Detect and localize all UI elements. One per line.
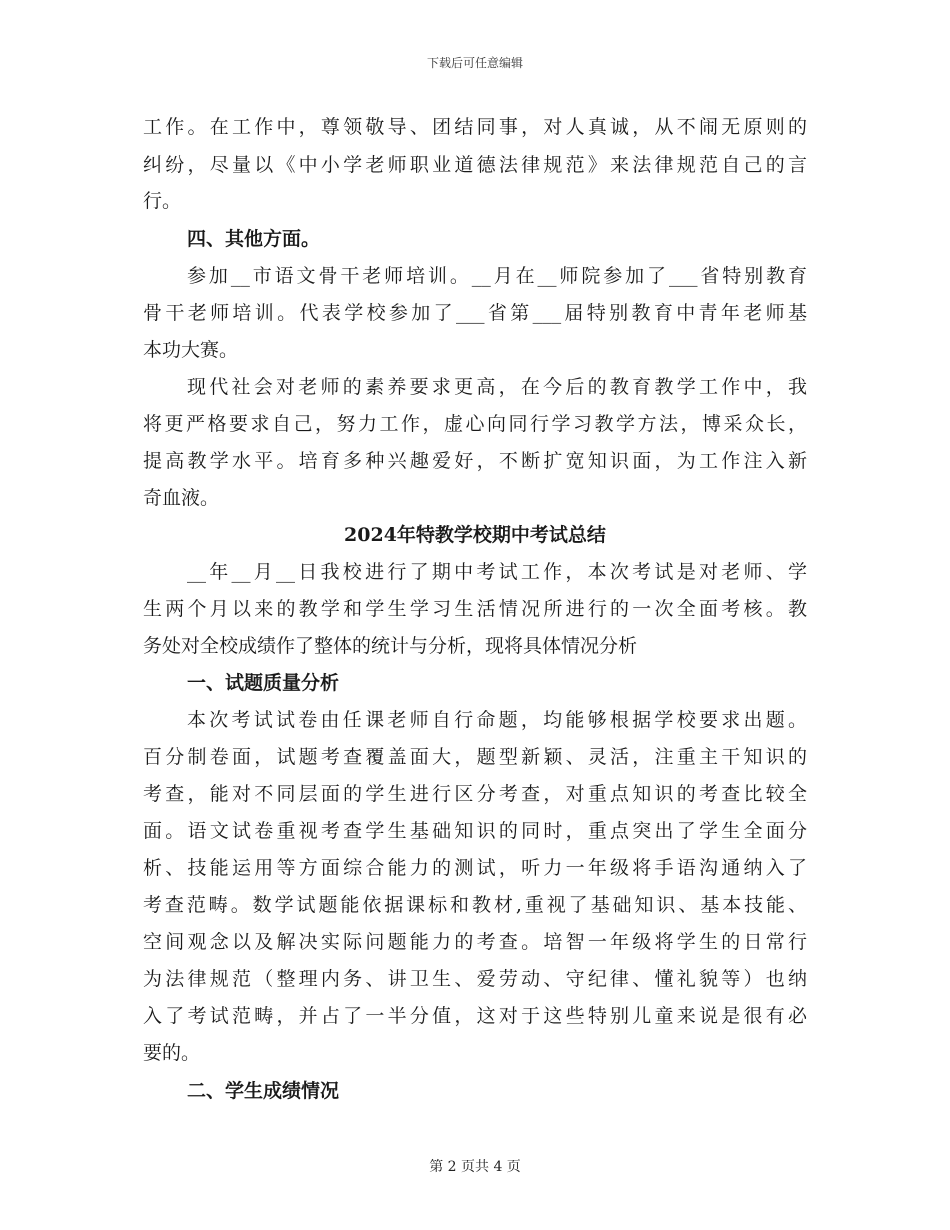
body-line: 本功大赛。	[143, 339, 239, 361]
body-line: __年__月__日我校进行了期中考试工作，本次考试是对老师、学	[187, 561, 807, 583]
section-heading-other: 四、其他方面。	[187, 228, 321, 250]
page-footer: 第 2 页共 4 页	[429, 1159, 521, 1175]
body-line: 考查范畴。数学试题能依据课标和教材,重视了基础知识、基本技能、	[143, 894, 807, 916]
body-line: 现代社会对老师的素养要求更高，在今后的教育教学工作中，我	[187, 376, 807, 398]
body-line: 骨干老师培训。代表学校参加了___省第___届特别教育中青年老师基	[143, 302, 807, 324]
body-line: 析、技能运用等方面综合能力的测试，听力一年级将手语沟通纳入了	[143, 857, 807, 879]
body-line: 务处对全校成绩作了整体的统计与分析，现将具体情况分析	[143, 635, 638, 657]
body-line: 行。	[143, 190, 182, 212]
body-line: 要的。	[143, 1042, 201, 1064]
body-line: 考查，能对不同层面的学生进行区分考查，对重点知识的考查比较全	[143, 783, 807, 805]
body-line: 入了考试范畴，并占了一半分值，这对于这些特别儿童来说是很有必	[143, 1005, 807, 1027]
body-line: 工作。在工作中，尊领敬导、团结同事，对人真诚，从不闹无原则的	[143, 116, 807, 138]
document-title: 2024年特教学校期中考试总结	[344, 524, 606, 546]
body-line: 面。语文试卷重视考查学生基础知识的同时，重点突出了学生全面分	[143, 820, 807, 842]
page-header: 下载后可任意编辑	[426, 56, 523, 70]
body-line: 纠纷，尽量以《中小学老师职业道德法律规范》来法律规范自己的言	[143, 154, 807, 176]
body-line: 为法律规范（整理内务、讲卫生、爱劳动、守纪律、懂礼貌等）也纳	[143, 968, 807, 990]
body-line: 将更严格要求自己，努力工作，虚心向同行学习教学方法，博采众长，	[143, 413, 807, 435]
body-line: 奇血液。	[143, 487, 220, 509]
body-line: 空间观念以及解决实际问题能力的考查。培智一年级将学生的日常行	[143, 931, 807, 953]
body-line: 提高教学水平。培育多种兴趣爱好，不断扩宽知识面，为工作注入新	[143, 450, 807, 472]
body-line: 百分制卷面，试题考查覆盖面大，题型新颖、灵活，注重主干知识的	[143, 746, 807, 768]
section-heading-scores: 二、学生成绩情况	[187, 1080, 340, 1102]
body-line: 本次考试试卷由任课老师自行命题，均能够根据学校要求出题。	[187, 709, 807, 731]
body-line: 生两个月以来的教学和学生学习生活情况所进行的一次全面考核。教	[143, 598, 807, 620]
body-line: 参加__市语文骨干老师培训。__月在__师院参加了___省特别教育	[187, 265, 807, 287]
section-heading-quality: 一、试题质量分析	[187, 672, 340, 694]
